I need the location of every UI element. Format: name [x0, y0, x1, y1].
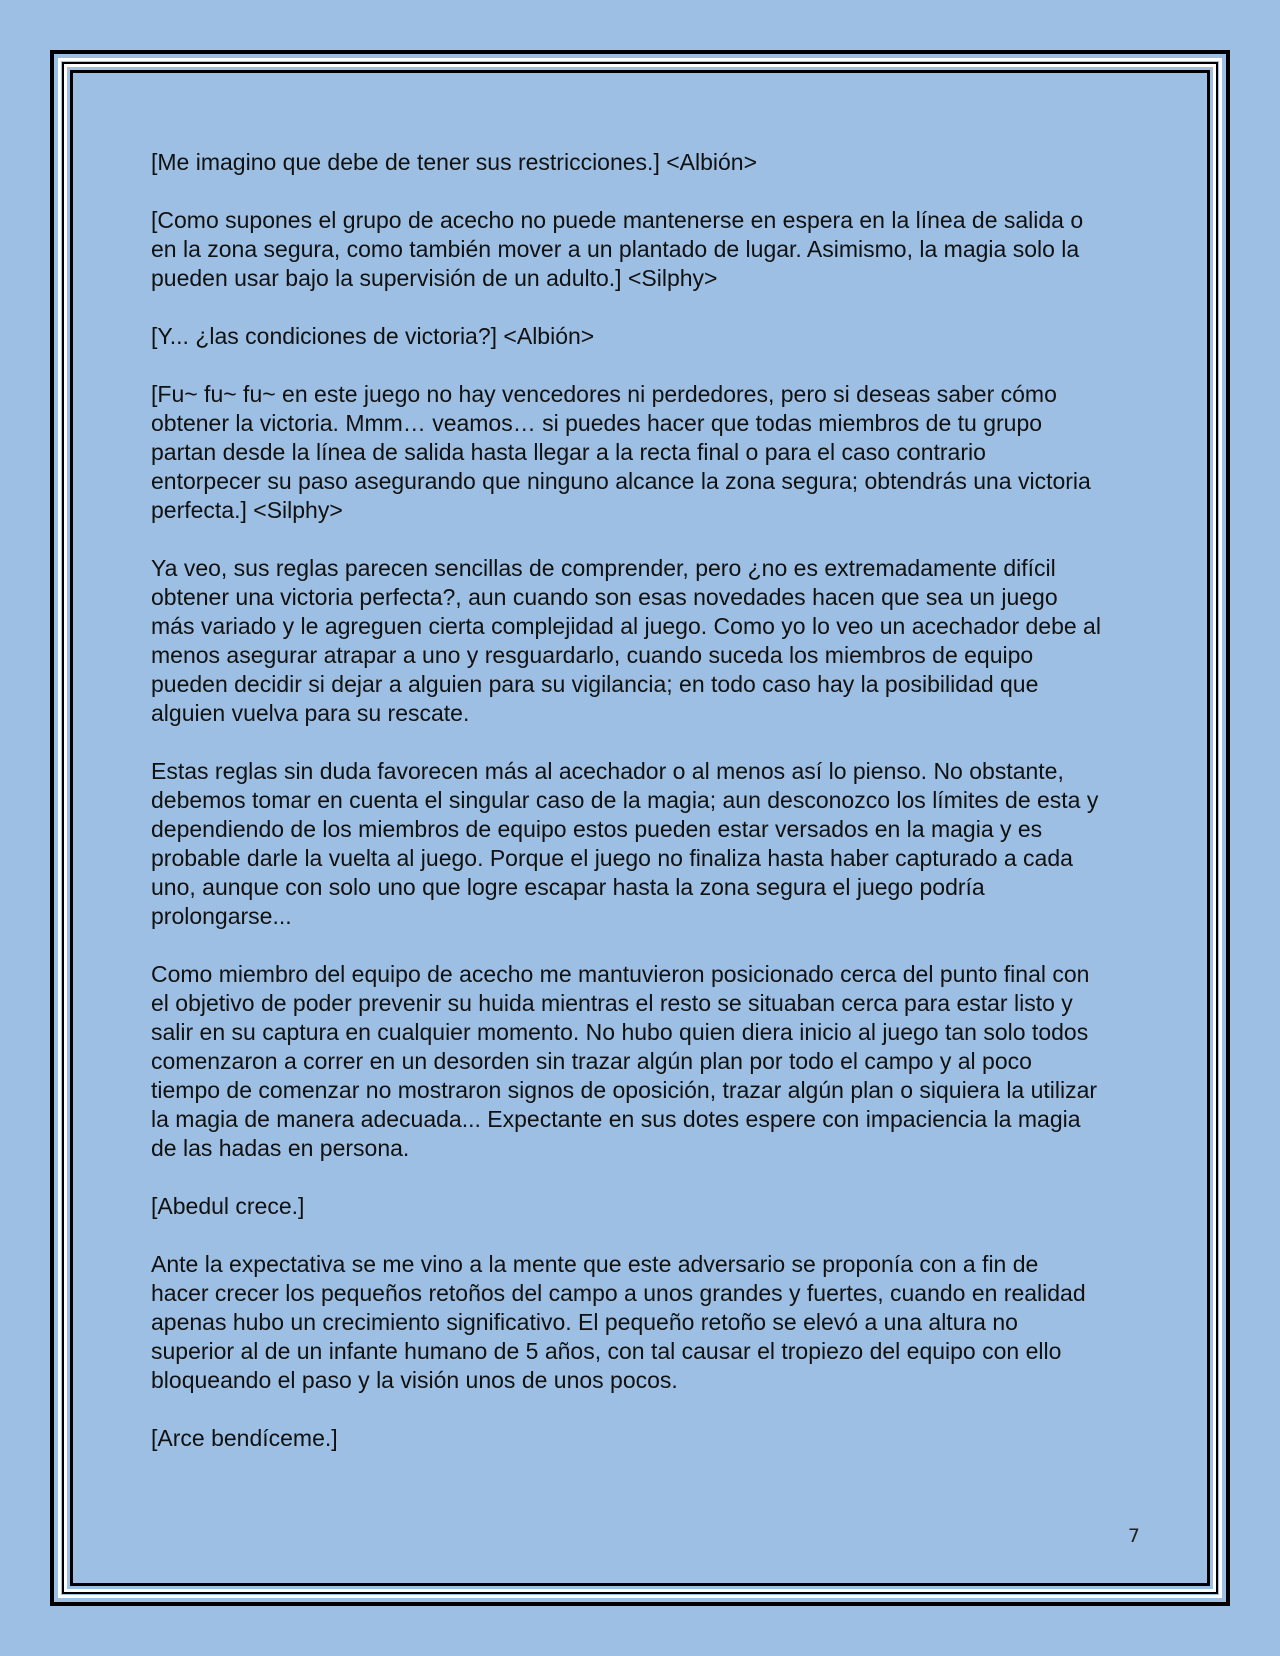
paragraph-6: Estas reglas sin duda favorecen más al acechador o al menos así lo pienso. No obstante, debemos tomar en cuenta el singular caso de la magia; aun desconozco los límites de esta y dependiendo de los miembros de equipo estos pueden estar versados en la magia y es probable darle la vuelta al juego. Porque el juego no finaliza hasta haber capturado a cada uno, aunque con solo uno que logre escapar hasta la zona segura el juego podría prolongarse... — [151, 758, 1099, 929]
paragraph-4: [Fu~ fu~ fu~ en este juego no hay vencedores ni perdedores, pero si deseas saber cómo obtener la victoria. Mmm… veamos… si puedes hacer que todas miembros de tu grupo partan desde la línea de salida hasta llegar a la recta final o para el caso contrario entorpecer su paso asegurando que ninguno alcance la zona segura; obtendrás una victoria perfecta.] <Silphy> — [151, 381, 1091, 523]
paragraph-3: [Y... ¿las condiciones de victoria?] <Albión> — [151, 323, 595, 349]
paragraph-10: [Arce bendíceme.] — [151, 1425, 338, 1451]
paragraph-8: [Abedul crece.] — [151, 1193, 305, 1219]
paragraph-7: Como miembro del equipo de acecho me mantuvieron posicionado cerca del punto final con el objetivo de poder prevenir su huida mientras el resto se situaban cerca para estar listo y salir en su captura en cualquier momento. No hubo quien diera inicio al juego tan solo todos comenzaron a correr en un desorden sin trazar algún plan por todo el campo y al poco tiempo de comenzar no mostraron signos de oposición, trazar algún plan o siquiera la utilizar la magia de manera adecuada... Expectante en sus dotes espere con impaciencia la magia de las hadas en persona. — [151, 961, 1098, 1161]
paragraph-1: [Me imagino que debe de tener sus restricciones.] <Albión> — [151, 149, 758, 175]
paragraph-2: [Como supones el grupo de acecho no puede mantenerse en espera en la línea de salida o en la zona segura, como también mover a un plantado de lugar. Asimismo, la magia solo la pueden usar bajo la supervisión de un adulto.] <Silphy> — [151, 207, 1084, 291]
paragraph-5: Ya veo, sus reglas parecen sencillas de comprender, pero ¿no es extremadamente difícil obtener una victoria perfecta?, aun cuando son esas novedades hacen que sea un juego más variado y le agreguen cierta complejidad al juego. Como yo lo veo un acechador debe al menos asegurar atrapar a uno y resguardarlo, cuando suceda los miembros de equipo pueden decidir si dejar a alguien para su vigilancia; en todo caso hay la posibilidad que alguien vuelva para su rescate. — [151, 555, 1101, 726]
paragraph-9: Ante la expectativa se me vino a la mente que este adversario se proponía con a fin de hacer crecer los pequeños retoños del campo a unos grandes y fuertes, cuando en realidad apenas hubo un crecimiento significativo. El pequeño retoño se elevó a una altura no superior al de un infante humano de 5 años, con tal causar el tropiezo del equipo con ello bloqueando el paso y la visión unos de unos pocos. — [151, 1251, 1086, 1393]
page-body — [151, 148, 1101, 1482]
page-number: 7 — [1127, 1525, 1140, 1547]
